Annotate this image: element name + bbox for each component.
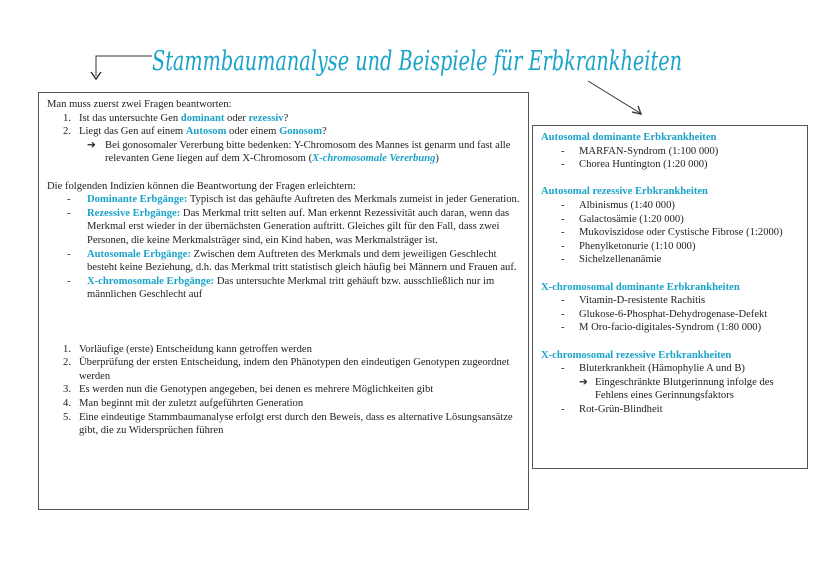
step-text: Man beginnt mit der zuletzt aufgeführten Generation <box>79 398 304 410</box>
disease-text: Chorea Huntington (1:20 000) <box>579 159 708 171</box>
question-text <box>79 112 520 126</box>
step-item <box>47 397 520 411</box>
disease-item <box>541 240 799 254</box>
disease-text: Vitamin-D-resistente Rachitis <box>579 295 706 307</box>
question-mid: oder <box>224 112 249 124</box>
step-item <box>47 356 520 383</box>
disease-item <box>541 213 799 227</box>
indiz-label: Rezessive Erbgänge: <box>87 207 181 219</box>
left-content-box <box>38 92 529 510</box>
step-number: 3. <box>63 384 71 396</box>
disease-text: Mukoviszidose oder Cystische Fibrose (1:2000) <box>579 227 783 239</box>
step-number: 5. <box>63 411 71 423</box>
question-pre: Ist das untersuchte Gen <box>79 112 181 124</box>
intro-text: Man muss zuerst zwei Fragen beantworten: <box>47 99 232 110</box>
step-item <box>47 343 520 357</box>
arrow-right-icon: ➔ <box>579 376 588 388</box>
indiz-text: Das untersuchte Merkmal tritt gehäuft bzw. ausschließlich nur im männlichen Geschlecht auf <box>87 275 495 301</box>
indiz-label: X-chromosomale Erbgänge: <box>87 275 215 287</box>
question-text <box>79 125 520 139</box>
keyword-rezessiv: rezessiv <box>248 112 284 124</box>
disease-item <box>541 321 799 335</box>
disease-text: Bluterkrankheit (Hämophylie A und B) <box>579 363 745 375</box>
question-item <box>47 125 520 139</box>
dash-bullet: - <box>67 248 71 260</box>
disease-text: Sichelzellenanämie <box>579 254 662 266</box>
disease-item <box>541 403 799 417</box>
dash-bullet: - <box>561 308 565 320</box>
step-number: 2. <box>63 357 71 369</box>
disease-text: MARFAN-Syndrom (1:100 000) <box>579 145 719 157</box>
arrow-to-left-box-icon <box>86 52 156 82</box>
question-number: 2. <box>63 126 71 138</box>
indiz-item <box>47 193 520 207</box>
dash-bullet: - <box>67 194 71 206</box>
disease-text: Rot-Grün-Blindheit <box>579 403 663 415</box>
indiz-item <box>47 248 520 275</box>
step-item <box>47 383 520 397</box>
section-heading: Autosomal rezessive Erbkrankheiten <box>541 186 708 198</box>
dash-bullet: - <box>561 159 565 171</box>
dash-bullet: - <box>67 207 71 219</box>
disease-text: Glukose-6-Phosphat-Dehydrogenase-Defekt <box>579 308 768 320</box>
step-text: Es werden nun die Genotypen angegeben, bei denen es mehrere Möglichkeiten gibt <box>79 384 434 396</box>
indiz-item <box>47 207 520 248</box>
note-post: ) <box>435 153 439 165</box>
dash-bullet: - <box>561 199 565 211</box>
dash-bullet: - <box>561 145 565 157</box>
disease-item <box>541 145 799 159</box>
disease-text: Galactosämie (1:20 000) <box>579 213 684 225</box>
dash-bullet: - <box>561 254 565 266</box>
disease-text: M Oro-facio-digitales-Syndrom (1:80 000) <box>579 322 762 334</box>
indiz-item <box>47 275 520 302</box>
question-mid: oder einem <box>226 126 280 138</box>
dash-bullet: - <box>561 322 565 334</box>
keyword-dominant: dominant <box>180 112 225 124</box>
step-text: Überprüfung der ersten Entscheidung, indem den Phänotypen den eindeutigen Genotypen zugeordnet werden <box>79 357 510 382</box>
step-number: 4. <box>63 398 71 410</box>
step-text: Vorläufige (erste) Entscheidung kann getroffen werden <box>79 343 312 355</box>
page-title-text: Stammbaumanalyse und Beispiele für Erbkrankheiten <box>152 46 682 77</box>
disease-item <box>541 294 799 308</box>
dash-bullet: - <box>561 403 565 415</box>
step-item <box>47 411 520 438</box>
question-number: 1. <box>63 112 71 124</box>
dash-bullet: - <box>561 213 565 225</box>
dash-bullet: - <box>561 295 565 307</box>
section-heading: X-chromosomal dominante Erbkrankheiten <box>541 281 740 293</box>
question-post: ? <box>322 126 327 138</box>
step-number: 1. <box>63 343 71 355</box>
dash-bullet: - <box>561 363 565 375</box>
keyword-x-vererbung: X-chromosomale Vererbung <box>312 153 436 165</box>
dash-bullet: - <box>67 275 71 287</box>
disease-item <box>541 158 799 172</box>
arrow-to-right-box-icon <box>585 78 645 118</box>
keyword-gonosom: Gonosom <box>279 126 323 138</box>
disease-item <box>541 226 799 240</box>
arrow-right-icon: ➔ <box>87 139 96 151</box>
note-text: Eingeschränkte Blutgerinnung infolge des Fehlens eines Gerinnungsfaktors <box>595 376 774 402</box>
disease-text: Phenylketonurie (1:10 000) <box>579 240 696 252</box>
question-pre: Liegt das Gen auf einem <box>79 126 186 138</box>
keyword-autosom: Autosom <box>185 126 227 138</box>
dash-bullet: - <box>561 240 565 252</box>
section-heading: Autosomal dominante Erbkrankheiten <box>541 132 717 143</box>
indiz-text: Das Merkmal tritt selten auf. Man erkennt Rezessivität auch daran, wenn das Merkmal erst wieder in der übernächsten Generation auftritt. Gleiches gilt für den Fall, dass zwei Personen, die keine Merkmalsträger sind, ein Kind haben, was Merkmalsträger ist. <box>87 207 510 246</box>
note-text <box>105 139 520 166</box>
indizien-intro: Die folgenden Indizien können die Beantwortung der Fragen erleichtern: <box>47 180 356 192</box>
indiz-text: Zwischen dem Auftreten des Merkmals und dem jeweiligen Geschlecht besteht keine Beziehung, d.h. das Merkmal tritt statistisch gleich häufig bei Männern und Frauen auf. <box>87 248 517 274</box>
gonosomal-note <box>87 139 520 166</box>
disease-text: Albinismus (1:40 000) <box>579 199 675 211</box>
question-item <box>47 112 520 126</box>
right-content-box <box>532 125 808 469</box>
disease-item <box>541 308 799 322</box>
note-pre: Bei gonosomaler Vererbung bitte bedenken: Y-Chromosom des Mannes ist genarm und fast alle relevanten Gene liegen auf dem X-Chromosom ( <box>105 139 511 165</box>
disease-note <box>579 376 799 403</box>
disease-item <box>541 253 799 267</box>
step-text: Eine eindeutige Stammbaumanalyse erfolgt erst durch den Beweis, dass es alternative Lösungsansätze gibt, die zu Widersprüchen führen <box>79 411 513 437</box>
disease-item <box>541 362 799 376</box>
indiz-label: Dominante Erbgänge: <box>87 194 188 206</box>
indiz-label: Autosomale Erbgänge: <box>87 248 191 260</box>
indiz-text: Typisch ist das gehäufte Auftreten des Merkmals zumeist in jeder Generation. <box>187 194 520 206</box>
section-heading: X-chromosomal rezessive Erbkrankheiten <box>541 349 732 361</box>
disease-item <box>541 199 799 213</box>
question-post: ? <box>283 112 289 124</box>
dash-bullet: - <box>561 227 565 239</box>
